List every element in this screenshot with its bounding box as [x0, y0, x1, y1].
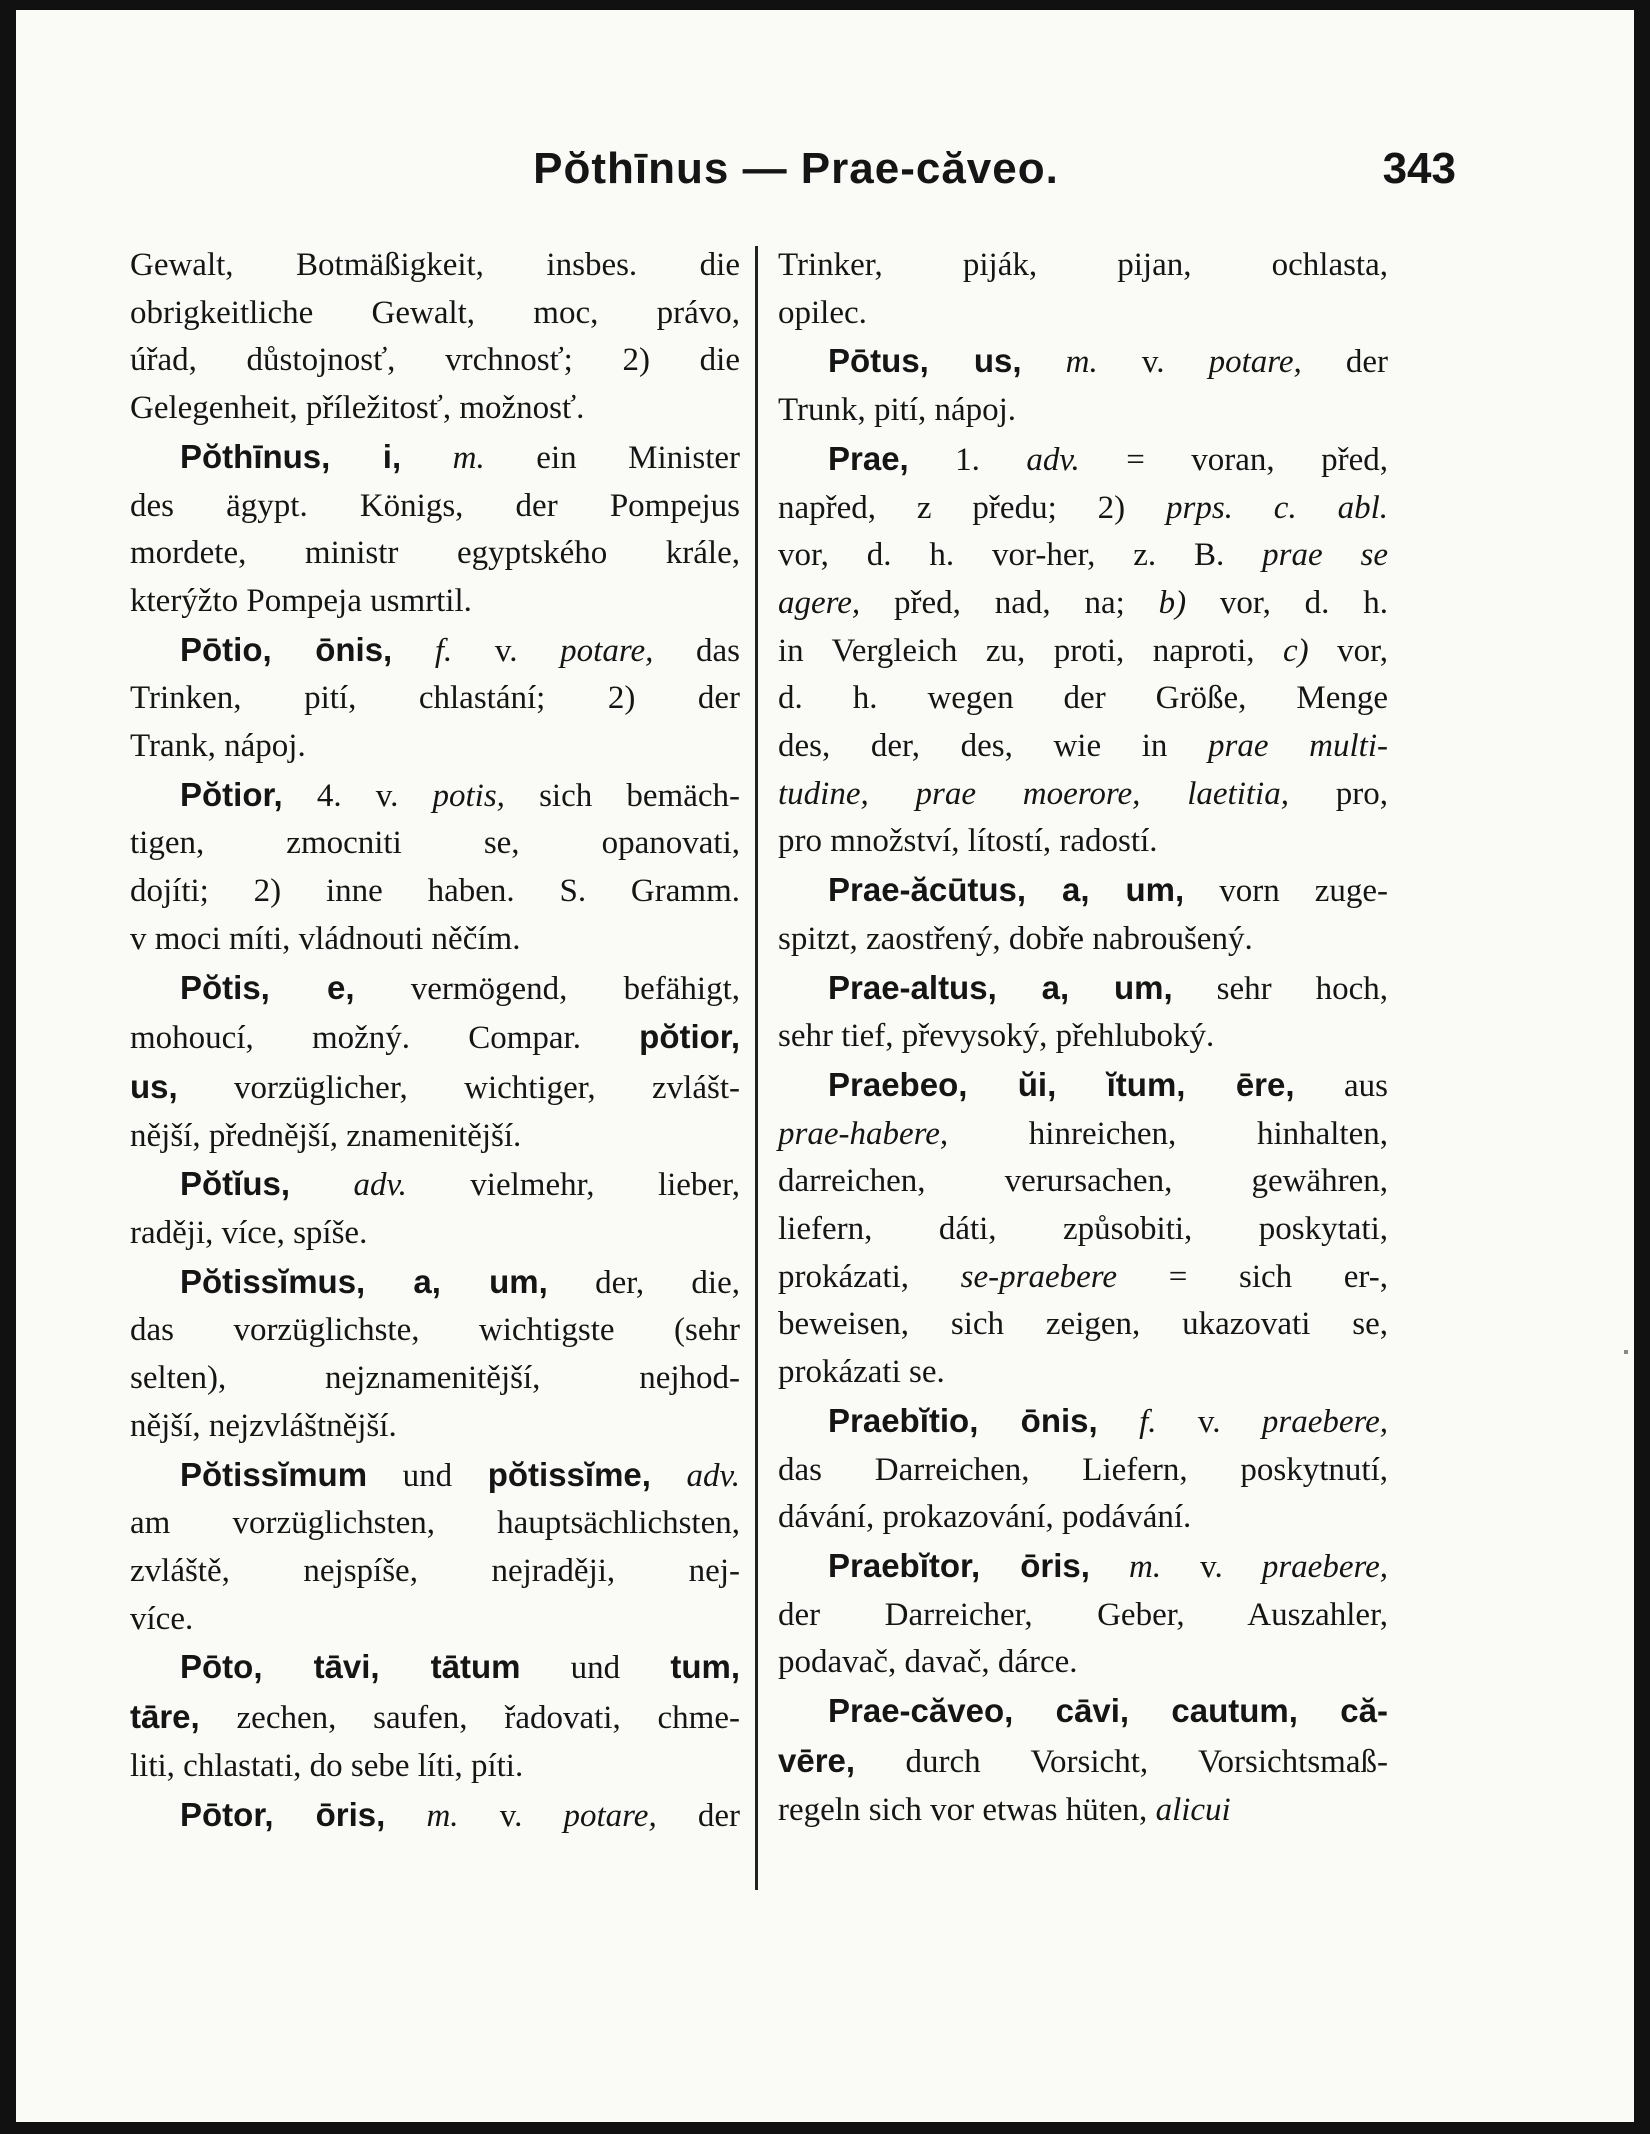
italic-text: adv.	[353, 1167, 407, 1204]
dictionary-line	[778, 242, 1388, 290]
dictionary-line	[778, 1301, 1388, 1349]
text-run: dávání, prokazování, podávání.	[778, 1499, 1192, 1536]
text-run: vor, d. h.	[1186, 584, 1388, 621]
dictionary-line	[130, 1403, 740, 1451]
text-run: Trunk, pití, nápoj.	[778, 392, 1017, 429]
headword: pŏtissĭme,	[487, 1455, 651, 1493]
text-run: zvláště, nejspíše, nejraději, nej-	[130, 1552, 740, 1589]
headword: Pŏtis, e,	[180, 968, 355, 1006]
dictionary-line	[778, 771, 1388, 819]
dictionary-line	[130, 1743, 740, 1791]
headword: tāre,	[130, 1698, 200, 1736]
dictionary-line	[778, 964, 1388, 1014]
italic-text: tudine, prae moerore, laetitia,	[778, 775, 1289, 812]
italic-text: m.	[1065, 344, 1098, 381]
italic-text: adv.	[1026, 441, 1080, 478]
text-run: prokázati,	[778, 1258, 961, 1295]
text-run: in Vergleich zu, proti, naproti,	[778, 632, 1283, 669]
text-run	[290, 1167, 353, 1203]
text-run: der	[656, 1797, 741, 1834]
text-run: vor, d. h. vor-her, z. B.	[778, 537, 1263, 574]
text-run: Trank, nápoj.	[130, 728, 306, 765]
dictionary-line	[778, 866, 1388, 916]
headword: Prae,	[828, 439, 909, 477]
dictionary-line	[130, 1791, 740, 1841]
dictionary-line	[130, 1643, 740, 1693]
dictionary-line	[778, 1254, 1388, 1302]
text-run: aus	[1294, 1067, 1388, 1104]
text-run: v.	[458, 1797, 564, 1834]
dictionary-line	[130, 1548, 740, 1596]
dictionary-line	[130, 578, 740, 626]
headword: pŏtior,	[639, 1018, 740, 1056]
dictionary-line	[130, 1013, 740, 1063]
column-divider	[755, 246, 758, 1890]
dictionary-line	[130, 1258, 740, 1308]
italic-text: adv.	[686, 1457, 740, 1494]
dictionary-line	[778, 1687, 1388, 1737]
text-run: selten), nejznamenitější, nejhod-	[130, 1360, 740, 1397]
text-run: des ägypt. Königs, der Pompejus	[130, 487, 740, 524]
headword: Pōto, tāvi, tātum	[180, 1648, 521, 1686]
dictionary-line	[130, 1451, 740, 1501]
headword: Pŏtissĭmum	[180, 1455, 368, 1493]
text-run: Trinker, piják, pijan, ochlasta,	[778, 247, 1388, 283]
dictionary-line	[130, 1307, 740, 1355]
italic-text: praebere,	[1261, 1403, 1389, 1440]
italic-text: potare,	[560, 632, 654, 669]
text-run	[385, 1798, 426, 1834]
text-run: prokázati se.	[778, 1354, 945, 1391]
dictionary-line	[130, 337, 740, 385]
text-run: der Darreicher, Geber, Auszahler,	[778, 1596, 1388, 1633]
text-run: více.	[130, 1600, 194, 1637]
dictionary-line	[778, 916, 1388, 964]
text-run: mordete, ministr egyptského krále,	[130, 535, 740, 572]
text-run: hinreichen, hinhalten,	[948, 1115, 1388, 1152]
text-run: v.	[452, 632, 561, 669]
headword: Pōtus, us,	[828, 342, 1022, 380]
text-run	[1022, 344, 1066, 380]
text-run: zechen, saufen, řadovati, chme-	[199, 1700, 740, 1737]
left-column	[130, 242, 740, 1840]
dictionary-line	[130, 385, 740, 433]
italic-text: prae se	[1262, 537, 1388, 574]
text-run: dojíti; 2) inne haben. S. Gramm.	[130, 873, 740, 910]
book-page	[16, 10, 1634, 2122]
text-run: v.	[1097, 344, 1209, 381]
dictionary-line	[778, 1494, 1388, 1542]
dictionary-line	[778, 485, 1388, 533]
headword: Pōtio, ōnis,	[180, 630, 393, 668]
dictionary-line	[778, 1447, 1388, 1495]
text-run: = sich er-,	[1117, 1258, 1388, 1295]
italic-text: potis,	[432, 777, 505, 814]
italic-text: f.	[434, 632, 453, 669]
text-run: und	[367, 1457, 488, 1494]
dictionary-line	[130, 820, 740, 868]
text-run: das	[653, 632, 740, 669]
text-run: 4. v.	[282, 777, 433, 814]
text-run: raději, více, spíše.	[130, 1215, 368, 1252]
text-run: vermögend, befähigt,	[354, 970, 740, 1007]
italic-text: prae multi-	[1208, 728, 1388, 765]
italic-text: prae-habere,	[778, 1115, 949, 1152]
headword: Prae-ăcūtus, a, um,	[828, 871, 1185, 909]
text-run: regeln sich vor etwas hüten,	[778, 1791, 1156, 1828]
text-run	[1098, 1404, 1139, 1440]
dictionary-line	[130, 868, 740, 916]
text-run: sich bemäch-	[504, 777, 740, 814]
dictionary-line	[778, 290, 1388, 338]
headword: Pŏtior,	[180, 775, 283, 813]
text-run: = voran, před,	[1079, 441, 1388, 478]
text-run: pro,	[1288, 775, 1388, 812]
dictionary-line	[778, 1592, 1388, 1640]
dictionary-line	[778, 1737, 1388, 1787]
dictionary-line	[130, 1113, 740, 1161]
text-run: ein Minister	[484, 439, 740, 476]
text-run: der	[1301, 344, 1389, 381]
headword: Pŏtĭus,	[180, 1165, 291, 1203]
dictionary-line	[778, 435, 1388, 485]
headword: Praebĭtor, ōris,	[828, 1546, 1090, 1584]
dictionary-line	[778, 1397, 1388, 1447]
text-run: v.	[1161, 1548, 1262, 1585]
dictionary-line	[130, 723, 740, 771]
dictionary-line	[778, 1639, 1388, 1687]
italic-text: f.	[1139, 1403, 1157, 1440]
italic-text: c)	[1282, 632, 1309, 669]
dictionary-line	[778, 628, 1388, 676]
text-run: nější, nejzvláštnější.	[130, 1407, 397, 1444]
text-run: sehr hoch,	[1172, 970, 1388, 1007]
text-run: vorn zuge-	[1184, 873, 1388, 910]
text-run: vorzüglicher, wichtiger, zvlášt-	[177, 1069, 740, 1106]
italic-text: se-praebere	[960, 1258, 1118, 1295]
text-run: am vorzüglichsten, hauptsächlichsten,	[130, 1505, 740, 1542]
dictionary-line	[130, 1063, 740, 1113]
dictionary-line	[778, 1111, 1388, 1159]
running-header	[136, 144, 1456, 204]
dictionary-line	[778, 1206, 1388, 1254]
text-run: úřad, důstojnosť, vrchnosť; 2) die	[130, 342, 740, 379]
text-run: před, nad, na;	[860, 584, 1159, 621]
dictionary-line	[130, 1160, 740, 1210]
text-run: mohoucí, možný. Compar.	[130, 1020, 640, 1057]
text-run: v moci míti, vládnouti něčím.	[130, 920, 521, 957]
italic-text: m.	[452, 439, 485, 476]
text-run: d. h. wegen der Größe, Menge	[778, 680, 1388, 717]
text-run: napřed, z předu; 2)	[778, 489, 1166, 526]
text-run: beweisen, sich zeigen, ukazovati se,	[778, 1306, 1388, 1343]
text-run	[392, 633, 435, 669]
text-run	[1090, 1549, 1129, 1585]
dictionary-line	[130, 433, 740, 483]
text-run: kterýžto Pompeja usmrtil.	[130, 582, 472, 619]
text-run: vielmehr, lieber,	[406, 1167, 740, 1204]
italic-text: potare,	[563, 1797, 657, 1834]
headword: Pŏthīnus, i,	[180, 437, 402, 475]
text-run: sehr tief, převysoký, přehluboký.	[778, 1018, 1215, 1055]
headword: Prae-căveo, cāvi, cautum, că-	[828, 1692, 1388, 1730]
margin-speck	[1624, 1350, 1628, 1354]
dictionary-line	[778, 337, 1388, 387]
text-run: tigen, zmocniti se, opanovati,	[130, 825, 740, 862]
right-column	[778, 242, 1388, 1834]
dictionary-line	[778, 1349, 1388, 1397]
text-run: liefern, dáti, způsobiti, poskytati,	[778, 1211, 1388, 1248]
dictionary-line	[130, 1500, 740, 1548]
headword: us,	[130, 1067, 178, 1105]
headword: Prae-altus, a, um,	[828, 968, 1173, 1006]
text-run: v.	[1156, 1403, 1262, 1440]
text-run: darreichen, verursachen, gewähren,	[778, 1163, 1388, 1200]
headword: Pōtor, ōris,	[180, 1795, 386, 1833]
text-run: podavač, davač, dárce.	[778, 1644, 1078, 1681]
text-run: Gelegenheit, příležitosť, možnosť.	[130, 390, 585, 427]
text-run: spitzt, zaostřený, dobře nabroušený.	[778, 920, 1253, 957]
dictionary-line	[778, 1158, 1388, 1206]
dictionary-line	[130, 1693, 740, 1743]
text-run: das Darreichen, Liefern, poskytnutí,	[778, 1451, 1388, 1488]
text-run: der, die,	[547, 1264, 740, 1301]
headword: Praebĭtio, ōnis,	[828, 1401, 1098, 1439]
dictionary-line	[130, 530, 740, 578]
dictionary-line	[130, 483, 740, 531]
text-run: vor,	[1308, 632, 1388, 669]
italic-text: m.	[426, 1797, 459, 1834]
dictionary-line	[778, 818, 1388, 866]
text-run: durch Vorsicht, Vorsichtsmaß-	[855, 1743, 1388, 1780]
headword: Pŏtissĭmus, a, um,	[180, 1262, 548, 1300]
text-run: 1.	[908, 441, 1027, 478]
text-run: nější, přednější, znamenitější.	[130, 1117, 522, 1154]
headword: vēre,	[778, 1741, 856, 1779]
dictionary-line	[778, 387, 1388, 435]
dictionary-line	[778, 723, 1388, 771]
dictionary-line	[130, 1596, 740, 1644]
text-run: Gewalt, Botmäßigkeit, insbes. die	[130, 247, 740, 283]
dictionary-line	[130, 1210, 740, 1258]
text-run: liti, chlastati, do sebe líti, píti.	[130, 1747, 524, 1784]
dictionary-line	[778, 675, 1388, 723]
page-number: 343	[1382, 144, 1456, 193]
italic-text: m.	[1128, 1548, 1162, 1585]
dictionary-line	[778, 1787, 1388, 1835]
text-run	[401, 440, 453, 476]
dictionary-line	[778, 580, 1388, 628]
dictionary-line	[130, 626, 740, 676]
text-run: Trinken, pití, chlastání; 2) der	[130, 680, 740, 717]
dictionary-line	[778, 1061, 1388, 1111]
dictionary-line	[130, 290, 740, 338]
text-run: obrigkeitliche Gewalt, moc, právo,	[130, 294, 740, 331]
italic-text: praebere,	[1261, 1548, 1388, 1585]
dictionary-line	[778, 532, 1388, 580]
headword: Praebeo, ŭi, ĭtum, ēre,	[828, 1065, 1295, 1103]
text-run: pro množství, lítostí, radostí.	[778, 823, 1158, 860]
dictionary-line	[130, 1355, 740, 1403]
dictionary-line	[130, 964, 740, 1014]
italic-text: agere,	[778, 584, 861, 621]
text-run: und	[520, 1650, 671, 1687]
italic-text: prps. c. abl.	[1166, 489, 1389, 526]
text-run	[651, 1458, 687, 1494]
italic-text: potare,	[1208, 344, 1302, 381]
text-run: des, der, des, wie in	[778, 728, 1209, 765]
italic-text: b)	[1158, 584, 1187, 621]
italic-text: alicui	[1155, 1791, 1231, 1828]
text-run: das vorzüglichste, wichtigste (sehr	[130, 1312, 740, 1349]
headword: tum,	[670, 1648, 741, 1686]
dictionary-line	[778, 1542, 1388, 1592]
dictionary-line	[130, 242, 740, 290]
dictionary-line	[778, 1013, 1388, 1061]
dictionary-line	[130, 675, 740, 723]
dictionary-line	[130, 771, 740, 821]
page-title: Pŏthīnus — Prae-căveo.	[533, 144, 1059, 193]
text-run: opilec.	[778, 294, 867, 331]
dictionary-line	[130, 916, 740, 964]
